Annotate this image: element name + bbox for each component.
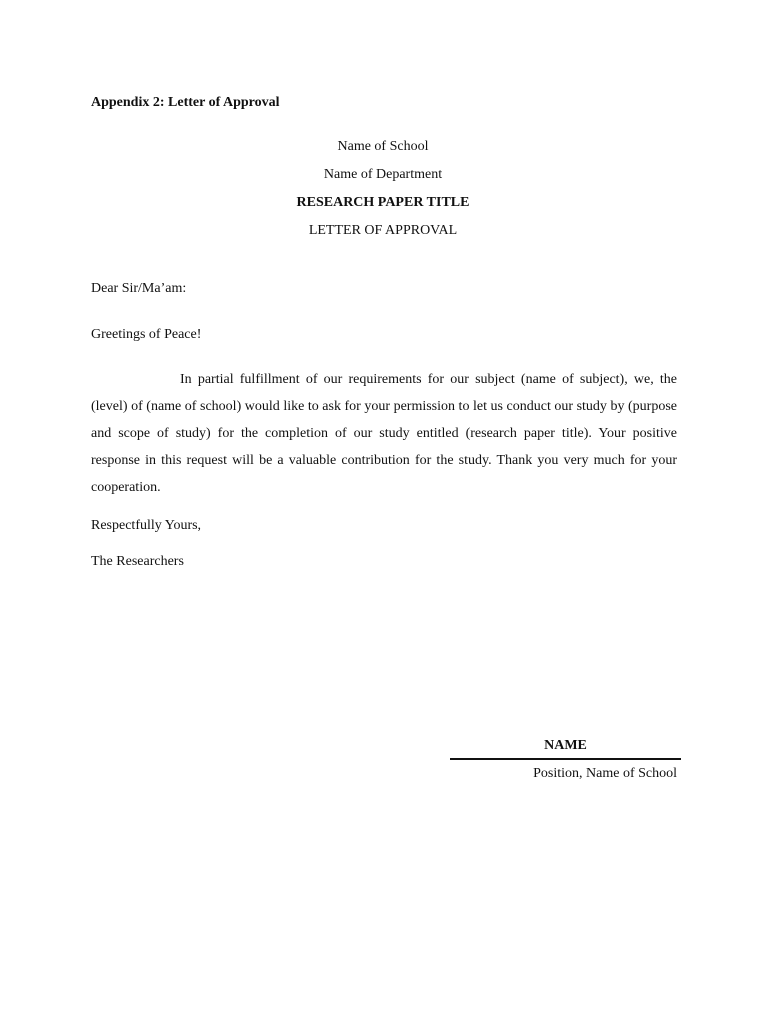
appendix-heading: Appendix 2: Letter of Approval [91,95,280,110]
closing: Respectfully Yours, [91,518,202,533]
letter-heading: LETTER OF APPROVAL [308,223,458,238]
research-paper-title: RESEARCH PAPER TITLE [296,195,470,210]
body-paragraph: In partial fulfillment of our requirements for our subject (name of subject), we, the (level) of (name of school) would like to ask for your permission to let us conduct our study by (purpose and scope of study) for the completion of our study entitled (research paper title). Your positive response in this request will be a valuable contribution for the study. Thank you very much for your cooperation. [91,372,677,495]
signature-block [450,737,681,783]
salutation: Dear Sir/Ma’am: [91,281,187,296]
greeting: Greetings of Peace! [91,327,202,342]
department-name: Name of Department [323,167,443,182]
school-name: Name of School [337,139,429,154]
signature-position: Position, Name of School [533,766,677,781]
signoff: The Researchers [91,554,184,569]
signature-line [450,758,681,760]
signature-name: NAME [544,738,587,753]
